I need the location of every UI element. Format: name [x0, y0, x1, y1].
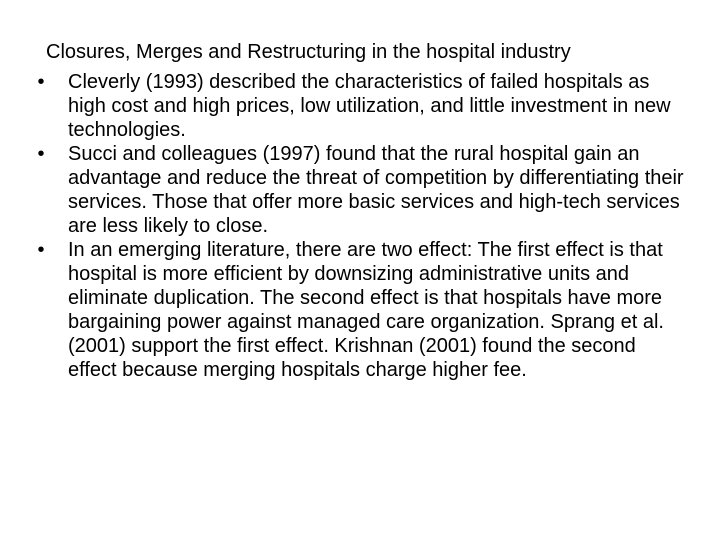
bullet-list: [26, 70, 686, 382]
slide-title: Closures, Merges and Restructuring in the hospital industry: [46, 41, 571, 63]
bullet-text-2: Succi and colleagues (1997) found that the rural hospital gain an advantage and reduce the threat of competition by differentiating their services. Those that offer more basic services and high-tech services are less likely to close.: [68, 143, 684, 237]
bullet-icon: •: [37, 143, 45, 165]
bullet-item-1: [26, 70, 686, 142]
bullet-item-3: [26, 238, 686, 382]
bullet-icon: •: [37, 71, 45, 93]
bullet-text-3: In an emerging literature, there are two effect: The first effect is that hospital is more efficient by downsizing administrative units and eliminate duplication. The second effect is that hospitals have more bargaining power against managed care organization. Sprang et al. (2001) support the first effect. Krishnan (2001) found the second effect because merging hospitals charge higher fee.: [68, 239, 664, 381]
bullet-item-2: [26, 142, 686, 238]
bullet-icon: •: [37, 239, 45, 261]
bullet-text-1: Cleverly (1993) described the characteristics of failed hospitals as high cost and high prices, low utilization, and little investment in new technologies.: [68, 71, 671, 141]
